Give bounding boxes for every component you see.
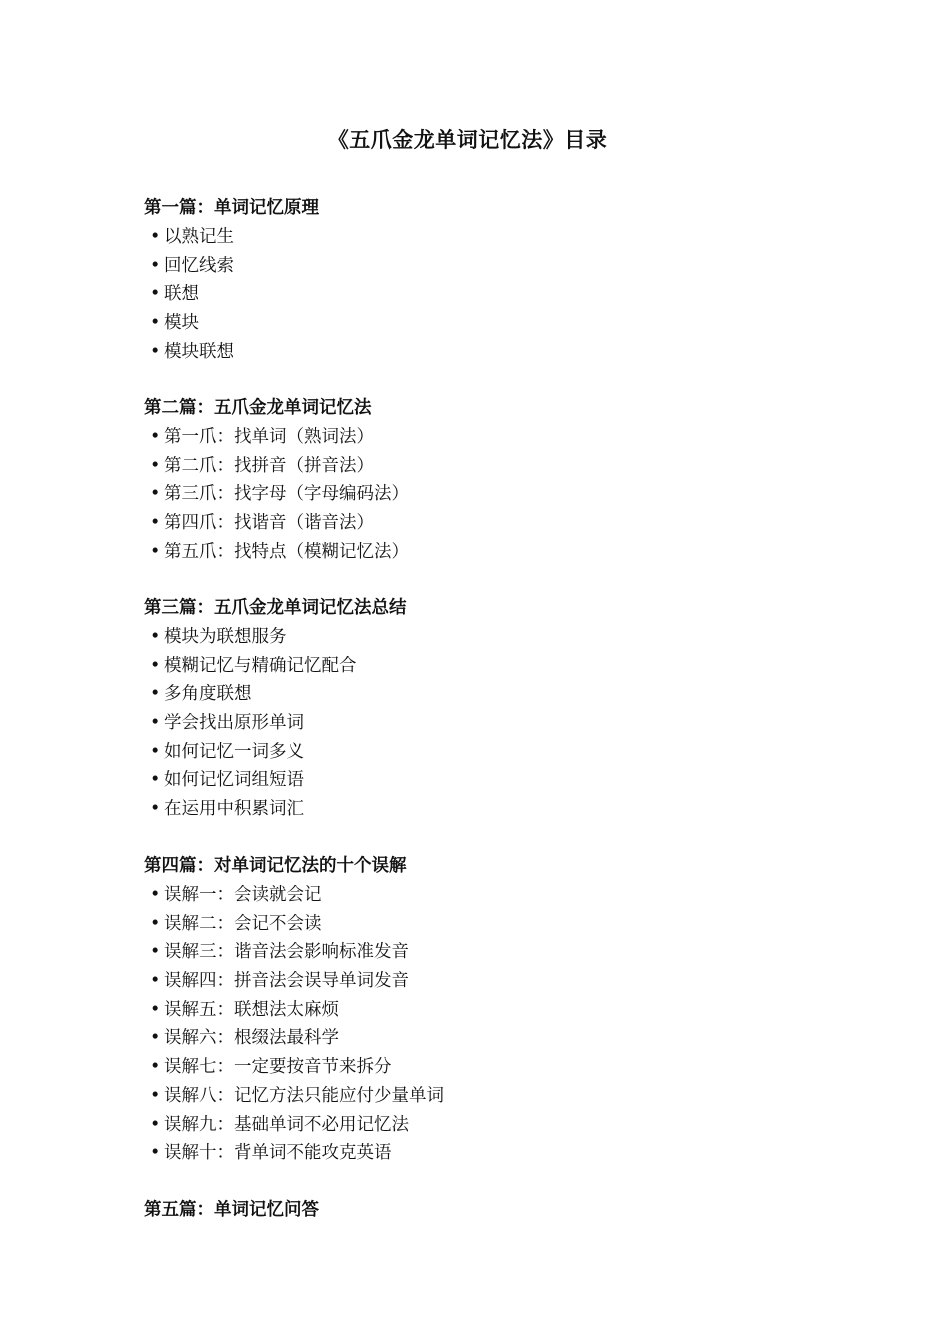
section-heading: 第二篇：五爪金龙单词记忆法 [144, 398, 372, 418]
list-item: • 模块 [144, 309, 844, 338]
bullet-icon: • [150, 255, 161, 276]
section-3 [144, 594, 844, 824]
bullet-icon: • [150, 684, 161, 705]
bullet-icon: • [150, 1028, 161, 1049]
list-item: • 误解九：基础单词不必用记忆法 [144, 1111, 844, 1140]
bullet-icon: • [150, 1143, 161, 1164]
bullet-icon: • [150, 885, 161, 905]
list-item: • 第五爪：找特点（模糊记忆法） [144, 538, 844, 567]
bullet-icon: • [150, 655, 161, 676]
list-item: • 如何记忆词组短语 [144, 766, 844, 795]
bullet-icon: • [150, 999, 161, 1020]
bullet-icon: • [150, 1114, 161, 1135]
list-item: • 误解三：谐音法会影响标准发音 [144, 938, 844, 967]
section-5 [144, 1196, 844, 1225]
bullet-icon: • [150, 227, 161, 247]
bullet-icon: • [150, 341, 161, 362]
bullet-icon: • [150, 942, 161, 963]
section-heading: 第一篇：单词记忆原理 [144, 198, 319, 218]
section-heading: 第四篇：对单词记忆法的十个误解 [144, 856, 407, 876]
bullet-icon: • [150, 284, 161, 305]
list-item: • 误解八：记忆方法只能应付少量单词 [144, 1082, 844, 1111]
list-item: • 以熟记生 [144, 223, 844, 252]
list-item: • 误解一：会读就会记 [144, 881, 844, 910]
bullet-icon: • [150, 799, 161, 820]
bullet-icon: • [150, 513, 161, 534]
list-item: • 联想 [144, 280, 844, 309]
document-title: 《五爪金龙单词记忆法》目录 [327, 127, 608, 152]
list-item: • 误解二：会记不会读 [144, 910, 844, 939]
list-item: • 模糊记忆与精确记忆配合 [144, 652, 844, 681]
section-heading: 第三篇：五爪金龙单词记忆法总结 [144, 598, 407, 618]
bullet-icon: • [150, 541, 161, 562]
list-item: • 模块联想 [144, 338, 844, 367]
list-item: • 误解十：背单词不能攻克英语 [144, 1139, 844, 1168]
bullet-icon: • [150, 1057, 161, 1078]
section-4 [144, 852, 844, 1168]
list-item: • 在运用中积累词汇 [144, 795, 844, 824]
list-item: • 第四爪：找谐音（谐音法） [144, 509, 844, 538]
section-1 [144, 194, 844, 366]
list-item: • 误解六：根缀法最科学 [144, 1024, 844, 1053]
section-2 [144, 394, 844, 566]
bullet-icon: • [150, 770, 161, 791]
list-item: • 第三爪：找字母（字母编码法） [144, 480, 844, 509]
list-item: • 如何记忆一词多义 [144, 738, 844, 767]
list-item: • 多角度联想 [144, 680, 844, 709]
bullet-icon: • [150, 741, 161, 762]
list-item: • 误解四：拼音法会误导单词发音 [144, 967, 844, 996]
bullet-icon: • [150, 913, 161, 934]
list-item: • 第一爪：找单词（熟词法） [144, 423, 844, 452]
bullet-icon: • [150, 313, 161, 334]
bullet-icon: • [150, 971, 161, 992]
bullet-icon: • [150, 484, 161, 505]
bullet-icon: • [150, 627, 161, 647]
list-item: • 学会找出原形单词 [144, 709, 844, 738]
list-item: • 误解七：一定要按音节来拆分 [144, 1053, 844, 1082]
list-item: • 模块为联想服务 [144, 623, 844, 652]
bullet-icon: • [150, 427, 161, 447]
list-item: • 误解五：联想法太麻烦 [144, 996, 844, 1025]
list-item: • 回忆线索 [144, 252, 844, 281]
bullet-icon: • [150, 455, 161, 476]
section-heading: 第五篇：单词记忆问答 [144, 1200, 319, 1220]
list-item: • 第二爪：找拼音（拼音法） [144, 452, 844, 481]
bullet-icon: • [150, 713, 161, 734]
bullet-icon: • [150, 1085, 161, 1106]
